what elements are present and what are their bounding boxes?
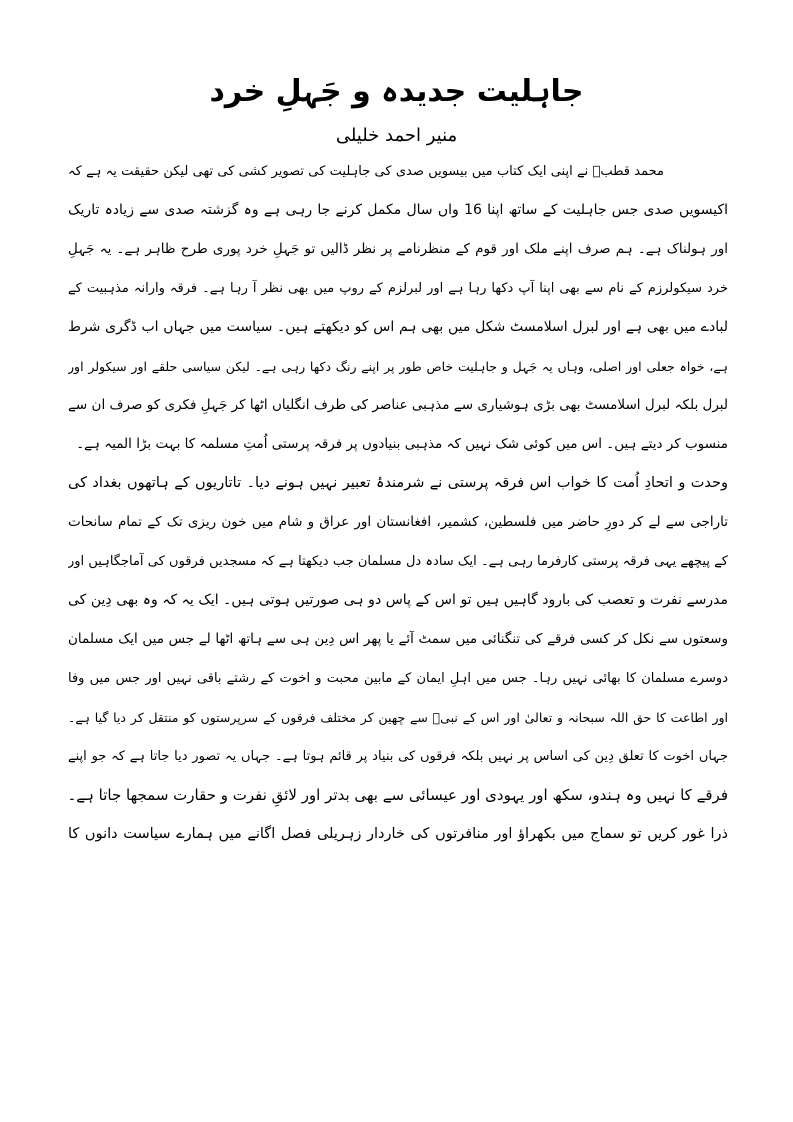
- body-line: خرد سیکولرزم کے نام سے بھی اپنا آپ دکھا رہا ہے اور لبرلزم کے روپ میں بھی نظر آ رہا ہے۔ فرقہ وارانہ مذہبیت کے: [68, 281, 728, 296]
- article-body: [68, 152, 728, 854]
- body-line: جہاں اخوت کا تعلق دِین کی اساس پر نہیں بلکہ فرقوں کی بنیاد پر قائم ہوتا ہے۔ جہاں یہ تصور دیا جاتا ہے کہ جو اپنے: [68, 749, 728, 764]
- article-title: جاہلیت جدیدہ و جَہلِ خرد: [209, 74, 584, 109]
- body-line: وحدت و اتحادِ اُمت کا خواب اس فرقہ پرستی نے شرمندۂ تعبیر نہیں ہونے دیا۔ تاتاریوں کے ہاتھوں بغداد کی: [68, 475, 728, 491]
- body-line: اور اطاعت کا حق اللہ سبحانہ و تعالیٰ اور اس کے نبیؐ سے چھین کر مختلف فرقوں کے سرپرستوں کو منتقل کر دیا گیا ہے۔: [68, 710, 728, 725]
- body-line: محمد قطبؒ نے اپنی ایک کتاب میں بیسویں صدی کی جاہلیت کی تصویر کشی کی تھی لیکن حقیقت یہ ہے کہ: [68, 164, 664, 179]
- body-line: دوسرے مسلمان کا بھائی نہیں رہا۔ جس میں اہلِ ایمان کے مابین محبت و اخوت کے رشتے باقی نہیں اور جس میں وفا: [68, 671, 728, 686]
- body-line: مدرسے نفرت و تعصب کی بارود گاہیں ہیں تو اس کے پاس دو ہی صورتیں ہوتی ہیں۔ ایک یہ کہ وہ بھی دِین کی: [68, 592, 728, 608]
- body-line: ذرا غور کریں تو سماج میں بکھراؤ اور منافرتوں کی خاردار زہریلی فصل اگانے میں ہمارے سیاست دانوں کا: [68, 826, 728, 842]
- body-line: وسعتوں سے نکل کر کسی فرقے کی تنگنائی میں سمٹ آئے یا پھر اس دِین ہی سے ہاتھ اٹھا لے جس میں ایک مسلمان: [68, 631, 728, 647]
- body-line: لبرل بلکہ لبرل اسلامسٹ بھی بڑی ہوشیاری سے مذہبی عناصر کی طرف انگلیاں اٹھا کر جَہلِ فکری کو صرف ان سے: [68, 397, 728, 413]
- body-line: ہے، خواہ جعلی اور اصلی، وہاں یہ جَہل و جاہلیت خاص طور پر اپنے رنگ دکھا رہی ہے۔ لیکن سیاسی حلقے اور سیکولر اور: [68, 359, 728, 374]
- body-line: اکیسویں صدی جس جاہلیت کے ساتھ اپنا 16 واں سال مکمل کرنے جا رہی ہے وہ گزشتہ صدی سے زیادہ تاریک: [68, 202, 728, 218]
- author-name: منیر احمد خلیلی: [335, 125, 458, 146]
- body-line: لبادے میں بھی ہے اور لبرل اسلامسٹ شکل میں بھی ہم اس کو دیکھتے ہیں۔ سیاست میں جہاں اب ڈگری شرط: [68, 319, 728, 335]
- body-line: منسوب کر دیتے ہیں۔ اس میں کوئی شک نہیں کہ مذہبی بنیادوں پر فرقہ پرستی اُمتِ مسلمہ کا بہت بڑا المیہ ہے۔: [76, 436, 728, 452]
- body-line: اور ہولناک ہے۔ ہم صرف اپنے ملک اور قوم کے منظرنامے پر نظر ڈالیں تو جَہلِ خرد پوری طرح ظاہر ہے۔ یہ جَہلِ: [68, 241, 728, 257]
- body-line: فرقے کا نہیں وہ ہندو، سکھ اور یہودی اور عیسائی سے بھی بدتر اور لائقِ نفرت و حقارت سمجھا جاتا ہے۔: [68, 786, 728, 804]
- body-line: تاراجی سے لے کر دورِ حاضر میں فلسطین، کشمیر، افغانستان اور عراق و شام میں خون ریزی تک کے تمام سانحات: [68, 514, 728, 530]
- body-line: کے پیچھے یہی فرقہ پرستی کارفرما رہی ہے۔ ایک سادہ دل مسلمان جب دیکھتا ہے کہ مسجدیں فرقوں کی آماجگاہیں اور: [68, 554, 728, 569]
